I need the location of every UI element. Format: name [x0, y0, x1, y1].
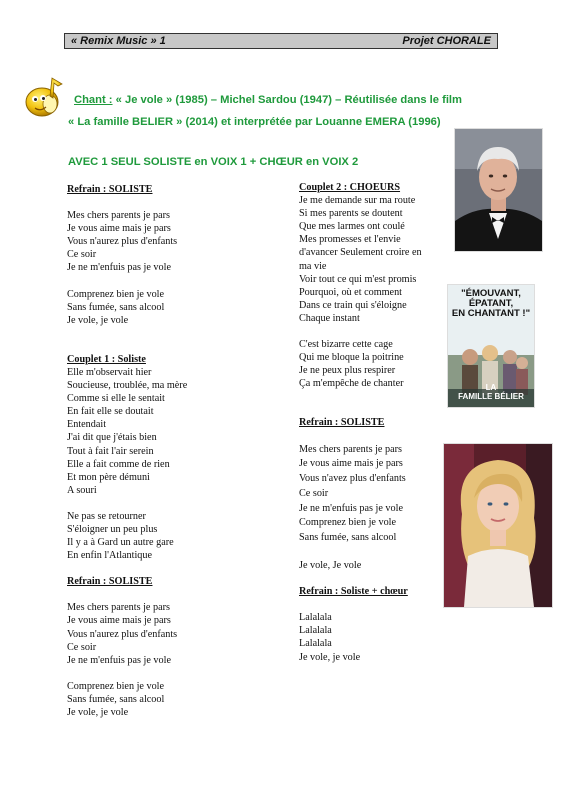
lyric-line: Je ne m'enfuis pas je vole — [67, 262, 171, 274]
actress-photo — [443, 443, 553, 608]
refrain2-heading: Refrain : SOLISTE — [67, 576, 153, 588]
lyric-line: Dans ce train qui s'éloigne — [299, 299, 407, 311]
poster-tagline-line: "ÉMOUVANT, — [461, 288, 521, 299]
lyric-line: En enfin l'Atlantique — [67, 550, 153, 562]
lyric-line: Elle m'observait hier — [67, 366, 152, 378]
lyric-line: Ce soir — [299, 487, 329, 499]
lyric-line: Vous n'aurez plus d'enfants — [67, 628, 178, 640]
refrain1-stanza-a — [67, 209, 187, 274]
lyric-line: Comprenez bien je vole — [67, 680, 165, 692]
lyric-line: Elle a fait comme de rien — [67, 458, 170, 470]
lyric-line: A souri — [67, 484, 97, 496]
lyric-line: Je ne peux plus respirer — [299, 365, 396, 377]
lyric-line: Je ne m'enfuis pas je vole — [299, 502, 403, 514]
lyric-line: Il y a à Gard un autre gare — [67, 537, 174, 549]
couplet2-stanza-b — [299, 338, 422, 390]
lyric-line: Sans fumée, sans alcool — [67, 301, 165, 313]
lyric-line: Et mon père démuni — [67, 471, 150, 483]
lyric-line: d'avancer Seulement croire en — [299, 247, 422, 259]
lyric-line: Je vole, je vole — [67, 707, 129, 718]
lyric-line: Mes chers parents je pars — [299, 443, 402, 455]
movie-poster — [447, 284, 535, 408]
lyric-line: Pourquoi, où et comment — [299, 286, 402, 298]
lyric-line: Lalalala — [299, 625, 332, 637]
lyric-line: Ce soir — [67, 641, 97, 653]
couplet1-stanza-b — [67, 510, 187, 562]
right-lyrics-column — [299, 181, 422, 664]
lyric-line: Sans fumée, sans alcool — [67, 693, 165, 705]
lyric-line: Comme si elle le sentait — [67, 393, 165, 405]
couplet1-heading: Couplet 1 : Soliste — [67, 353, 146, 365]
header-band — [64, 33, 498, 49]
couplet1-stanza-a — [67, 366, 187, 497]
lyric-line: Je vole, Je vole — [299, 560, 362, 572]
lyric-line: Si mes parents se doutent — [299, 208, 403, 220]
lyric-line: Je me demande sur ma route — [299, 195, 416, 207]
couplet2-heading: Couplet 2 : CHOEURS — [299, 182, 401, 193]
lyric-line: Mes chers parents je pars — [67, 602, 170, 614]
poster-tagline-line: ÉPATANT, — [468, 298, 514, 309]
lyric-line: Tout à fait l'air serein — [67, 445, 154, 457]
lyric-line: Qui me bloque la poitrine — [299, 352, 404, 364]
poster-title — [448, 383, 534, 401]
refrain4-stanza-a — [299, 611, 422, 663]
chant-label: Chant : — [74, 94, 113, 106]
header-left-text: « Remix Music » 1 — [71, 35, 166, 47]
refrain2-stanza-b — [67, 680, 187, 719]
lyric-line: J'ai dit que j'étais bien — [67, 432, 157, 444]
lyric-line: Je vous aime mais je pars — [299, 458, 403, 470]
refrain3-heading: Refrain : SOLISTE — [299, 417, 385, 429]
lyric-line: Lalalala — [299, 612, 332, 624]
header-right-text: Projet CHORALE — [402, 35, 491, 47]
refrain2-stanza-a — [67, 601, 187, 666]
poster-title-line: FAMILLE BÉLIER — [458, 392, 524, 401]
singer-photo — [454, 128, 543, 252]
lyric-line: Soucieuse, troublée, ma mère — [67, 380, 188, 392]
lyric-line: Mes promesses et l'envie — [299, 234, 401, 246]
lyric-line: Je vous aime mais je pars — [67, 615, 171, 627]
lyric-line: Lalalala — [299, 638, 332, 650]
lyric-line: Sans fumée, sans alcool — [299, 532, 397, 544]
lyric-line: C'est bizarre cette cage — [299, 339, 393, 351]
lyric-line: Je vous aime mais je pars — [67, 223, 171, 235]
lyric-line: Comprenez bien je vole — [67, 288, 165, 300]
song-film-line: « La famille BELIER » (2014) et interprétée par Louanne EMERA (1996) — [68, 116, 441, 128]
lyric-line: Je vole, je vole — [299, 651, 361, 663]
poster-tagline — [448, 289, 534, 319]
lyric-line: Vous n'aurez plus d'enfants — [67, 236, 178, 248]
couplet2-stanza-a — [299, 194, 422, 325]
refrain3-stanza-b — [299, 559, 422, 572]
poster-title-line: LA — [485, 383, 497, 392]
lyric-line: Ça m'empêche de chanter — [299, 378, 404, 390]
lyric-line: Je vole, je vole — [67, 314, 129, 326]
lyric-line: Ne pas se retourner — [67, 510, 146, 522]
lyric-line: Comprenez bien je vole — [299, 517, 397, 529]
lyric-line: Je ne m'enfuis pas je vole — [67, 654, 171, 666]
lyric-line: Ce soir — [67, 249, 97, 261]
refrain3-stanza-a — [299, 443, 422, 547]
lyric-line: Mes chers parents je pars — [67, 210, 170, 222]
lyric-line: ma vie — [299, 260, 327, 272]
song-title-rest: « Je vole » (1985) – Michel Sardou (1947) – Réutilisée dans le film — [112, 94, 462, 106]
refrain4-heading: Refrain : Soliste + chœur — [299, 586, 408, 598]
left-lyrics-column — [67, 183, 187, 719]
lyric-line: Voir tout ce qui m'est promis — [299, 273, 417, 285]
voices-line: AVEC 1 SEUL SOLISTE en VOIX 1 + CHŒUR en VOIX 2 — [68, 156, 359, 168]
refrain1-stanza-b — [67, 288, 187, 327]
song-title-line — [74, 94, 462, 106]
poster-tagline-line: EN CHANTANT !" — [451, 308, 531, 319]
refrain1-heading: Refrain : SOLISTE — [67, 184, 153, 195]
lyric-line: Vous n'avez plus d'enfants — [299, 473, 406, 485]
music-note-icon — [22, 74, 68, 120]
lyric-line: Chaque instant — [299, 312, 360, 324]
lyric-line: S'éloigner un peu plus — [67, 523, 158, 535]
lyric-line: Entendait — [67, 419, 107, 431]
lyric-line: En fait elle se doutait — [67, 406, 154, 418]
lyric-line: Que mes larmes ont coulé — [299, 221, 405, 233]
